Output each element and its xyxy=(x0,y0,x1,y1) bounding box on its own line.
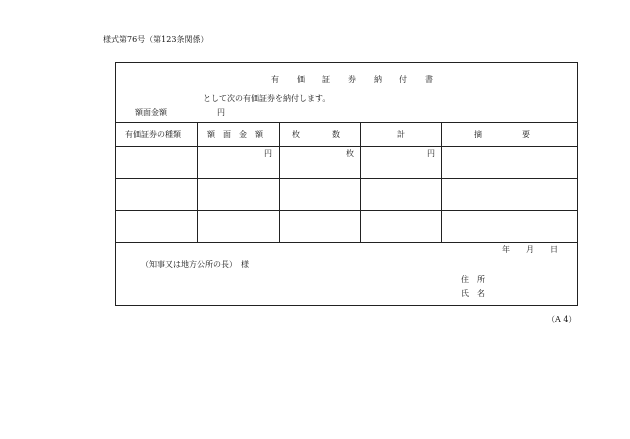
column-divider xyxy=(197,122,198,242)
unit-yen: 円 xyxy=(427,149,435,158)
date-month: 月 xyxy=(526,245,534,254)
table-row-rule xyxy=(116,178,577,179)
header-total: 計 xyxy=(397,130,405,139)
name-label: 氏 名 xyxy=(461,289,485,298)
unit-yen: 円 xyxy=(264,149,272,158)
address-label: 住 所 xyxy=(461,275,485,284)
title-char: 証 xyxy=(322,75,330,84)
column-divider xyxy=(441,122,442,242)
form-number: 様式第76号（第123条関係） xyxy=(103,35,209,44)
table-header-rule xyxy=(116,146,577,147)
face-amount-label: 額面金額 xyxy=(135,108,167,117)
header-security-type: 有価証券の種類 xyxy=(125,130,181,139)
date-year: 年 xyxy=(502,245,510,254)
title-char: 納 xyxy=(374,75,382,84)
paper-size: （A 4） xyxy=(547,315,577,324)
title-char: 付 xyxy=(399,75,407,84)
column-divider xyxy=(360,122,361,242)
header-face-amount: 額 面 金 額 xyxy=(207,130,263,139)
header-count: 枚 数 xyxy=(292,130,340,139)
face-amount-unit: 円 xyxy=(217,108,225,117)
date-day: 日 xyxy=(550,245,558,254)
title-char: 書 xyxy=(425,75,433,84)
intro-text: として次の有価証券を納付します。 xyxy=(203,94,331,103)
column-divider xyxy=(279,122,280,242)
title-char: 券 xyxy=(348,75,356,84)
addressee: （知事又は地方公所の長） 様 xyxy=(141,260,249,269)
title-char: 有 xyxy=(271,75,279,84)
unit-sheets: 枚 xyxy=(346,149,354,158)
table-bottom-rule xyxy=(116,242,577,243)
title-char: 価 xyxy=(297,75,305,84)
payment-form xyxy=(115,62,578,306)
table-row-rule xyxy=(116,210,577,211)
header-remarks: 摘 要 xyxy=(474,130,530,139)
table-top-rule xyxy=(116,122,577,123)
